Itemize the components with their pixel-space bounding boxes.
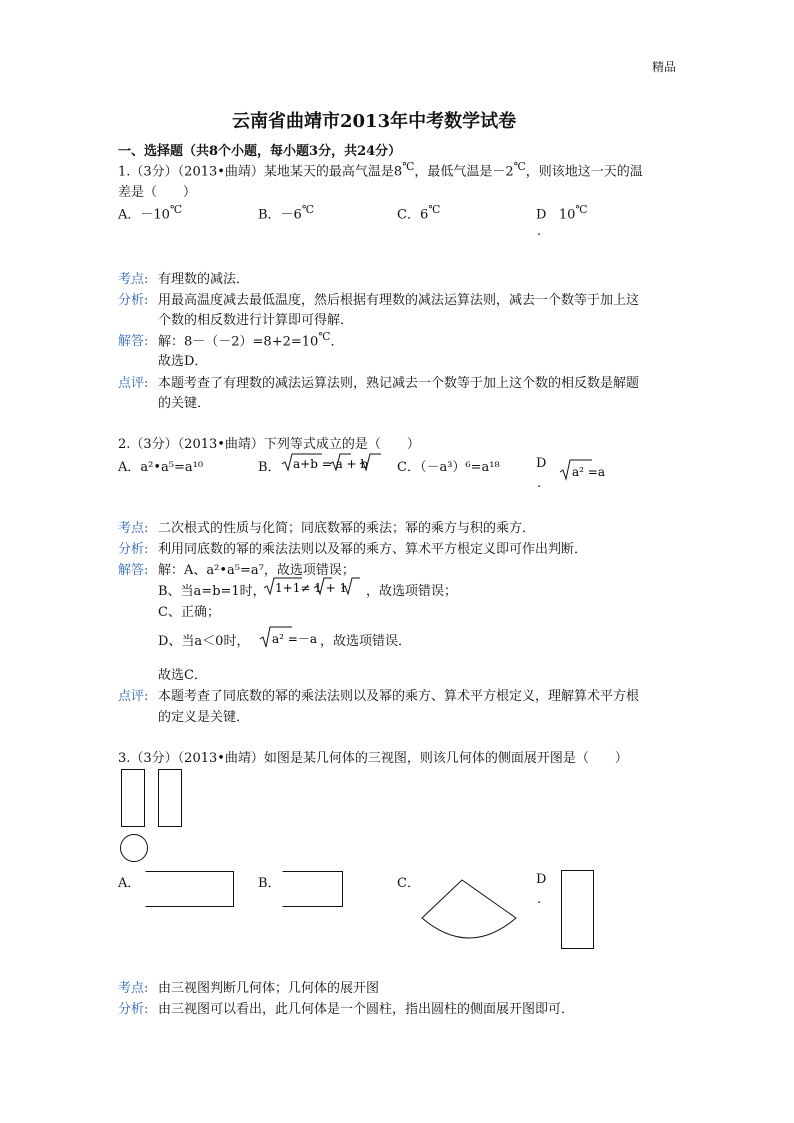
q1-jieda-line1 bbox=[158, 330, 343, 349]
q2-jieda-line3: C、正确； bbox=[158, 605, 220, 620]
q1-option-c-text: C．6 bbox=[397, 207, 429, 223]
q2-jieda-line4b: ，故选项错误． bbox=[320, 634, 412, 649]
q1-unit-2: ℃ bbox=[513, 160, 526, 173]
q2-jieda-line2a: B、当a=b=1时， bbox=[158, 584, 266, 599]
q2-option-b-formula bbox=[280, 450, 388, 474]
q2-option-d[interactable]: D bbox=[536, 456, 547, 471]
front-view-rectangle bbox=[122, 770, 145, 827]
q3-option-d-dot: . bbox=[537, 892, 542, 907]
q1-option-d-label: D bbox=[536, 207, 547, 223]
q1-option-b-unit: ℃ bbox=[301, 203, 314, 216]
q3-option-a[interactable]: A． bbox=[118, 876, 141, 891]
q3-option-a-figure bbox=[145, 868, 239, 910]
q3-option-c[interactable]: C． bbox=[397, 876, 420, 891]
q2-option-b[interactable] bbox=[258, 456, 281, 475]
q1-option-b[interactable] bbox=[258, 203, 314, 222]
q2-option-d-dot: . bbox=[537, 476, 542, 491]
q2-jieda-label: 解答: bbox=[118, 563, 149, 578]
q1-dianping-line1: 本题考查了有理数的减法运算法则，熟记减去一个数等于加上这个数的相反数是解题 bbox=[158, 376, 640, 391]
q3-kaodian: 由三视图判断几何体；几何体的展开图 bbox=[158, 981, 380, 996]
option-d-rectangle bbox=[562, 871, 594, 949]
q2-jieda-line5: 故选C． bbox=[158, 668, 207, 683]
q3-fenxi-label: 分析: bbox=[118, 1002, 149, 1017]
q3-kaodian-label: 考点: bbox=[118, 981, 149, 996]
q1-option-c[interactable] bbox=[397, 203, 440, 222]
q2-jieda-line2b: ，故选项错误； bbox=[366, 584, 458, 599]
q3-option-c-figure bbox=[418, 878, 522, 944]
q1-option-d-unit: ℃ bbox=[575, 203, 588, 216]
q2-dianping-line1: 本题考查了同底数的幂的乘法法则以及幂的乘方、算术平方根定义，理解算术平方根 bbox=[158, 689, 640, 704]
q3-option-b-figure bbox=[282, 868, 348, 910]
q2-stem: 2.（3分）（2013•曲靖）下列等式成立的是（ ） bbox=[118, 437, 420, 452]
page-title: 云南省曲靖市2013年中考数学试卷 bbox=[232, 111, 517, 132]
option-c-sector bbox=[422, 880, 516, 938]
q1-option-d[interactable] bbox=[536, 203, 588, 222]
q1-kaodian: 有理数的减法． bbox=[158, 272, 250, 287]
q2-option-b-label: B． bbox=[258, 460, 281, 475]
q1-unit-1: ℃ bbox=[402, 160, 415, 173]
q1-jieda-end: ． bbox=[330, 334, 344, 350]
q1-jieda-text: 解：8－（－2）=8+2=10 bbox=[158, 334, 319, 350]
q2-jieda-formula-b bbox=[262, 574, 364, 598]
q1-option-a[interactable] bbox=[118, 203, 182, 222]
q1-stem-part2: ，最低气温是－2 bbox=[414, 164, 514, 180]
q1-jieda-line2: 故选D． bbox=[158, 354, 208, 369]
q2-kaodian: 二次根式的性质与化简；同底数幂的乘法；幂的乘方与积的乘方． bbox=[158, 521, 536, 536]
q1-option-b-text: B．－6 bbox=[258, 207, 302, 223]
q1-dianping-label: 点评: bbox=[118, 376, 149, 391]
q2-fenxi-label: 分析: bbox=[118, 542, 149, 557]
q1-jieda-unit: ℃ bbox=[318, 330, 331, 343]
q1-option-d-text: 10 bbox=[558, 207, 576, 223]
q1-dianping-line2: 的关键． bbox=[158, 396, 211, 411]
option-a-shape bbox=[146, 872, 234, 907]
q2-dianping-line2: 的定义是关键． bbox=[158, 710, 250, 725]
q3-three-view-figure bbox=[118, 768, 188, 866]
q2-jieda-line4a: D、当a＜0时， bbox=[158, 634, 250, 649]
option-b-shape bbox=[283, 872, 343, 907]
q1-kaodian-label: 考点: bbox=[118, 272, 149, 287]
q1-fenxi-line2: 个数的相反数进行计算即可得解． bbox=[158, 313, 354, 328]
q1-stem-part1: 1.（3分）（2013•曲靖）某地某天的最高气温是8 bbox=[118, 164, 403, 180]
q2-dianping-label: 点评: bbox=[118, 689, 149, 704]
q2-jieda-line1: 解：A、a²•a⁵=a⁷，故选项错误； bbox=[158, 563, 355, 578]
q3-stem: 3.（3分）（2013•曲靖）如图是某几何体的三视图，则该几何体的侧面展开图是（ ） bbox=[118, 751, 628, 766]
q1-option-d-dot: . bbox=[537, 224, 542, 239]
q1-stem-part3: ，则该地这一天的温 bbox=[525, 164, 643, 180]
top-view-circle bbox=[121, 835, 148, 862]
q2-option-c[interactable]: C．（－a³）⁶=a¹⁸ bbox=[397, 460, 500, 475]
q2-option-d-expr: a² =a bbox=[572, 465, 605, 479]
q1-fenxi-line1: 用最高温度减去最低温度，然后根据有理数的减法运算法则，减去一个数等于加上这 bbox=[158, 293, 640, 308]
q2-jieda-expr-b: 1+1≠ 1 + 1 bbox=[275, 581, 348, 595]
q3-option-d[interactable]: D bbox=[536, 872, 547, 887]
q3-option-b[interactable]: B． bbox=[258, 876, 281, 891]
q3-fenxi: 由三视图可以看出，此几何体是一个圆柱，指出圆柱的侧面展开图即可． bbox=[158, 1002, 575, 1017]
q2-jieda-formula-d bbox=[258, 622, 320, 650]
q1-stem-line2: 差是（ ） bbox=[118, 185, 197, 200]
q2-option-d-formula bbox=[558, 456, 618, 482]
q1-jieda-label: 解答: bbox=[118, 334, 149, 349]
q3-option-d-figure bbox=[558, 868, 598, 952]
q1-stem-line1 bbox=[118, 160, 643, 179]
side-view-rectangle bbox=[159, 770, 182, 827]
q1-option-a-text: A．－10 bbox=[118, 207, 170, 223]
header-tag: 精品 bbox=[652, 60, 677, 74]
q2-jieda-expr-d: a² =－a bbox=[272, 632, 317, 646]
q2-fenxi: 利用同底数的幂的乘法法则以及幂的乘方、算术平方根定义即可作出判断． bbox=[158, 542, 588, 557]
q1-option-a-unit: ℃ bbox=[169, 203, 183, 216]
q2-kaodian-label: 考点: bbox=[118, 521, 149, 536]
q1-option-c-unit: ℃ bbox=[428, 203, 441, 216]
q1-fenxi-label: 分析: bbox=[118, 293, 149, 308]
section-heading: 一、选择题（共8个小题，每小题3分，共24分） bbox=[118, 144, 402, 159]
q2-option-a[interactable]: A．a²•a⁵=a¹⁰ bbox=[118, 460, 204, 475]
q2-option-b-expr: a+b = a + b bbox=[293, 457, 369, 471]
